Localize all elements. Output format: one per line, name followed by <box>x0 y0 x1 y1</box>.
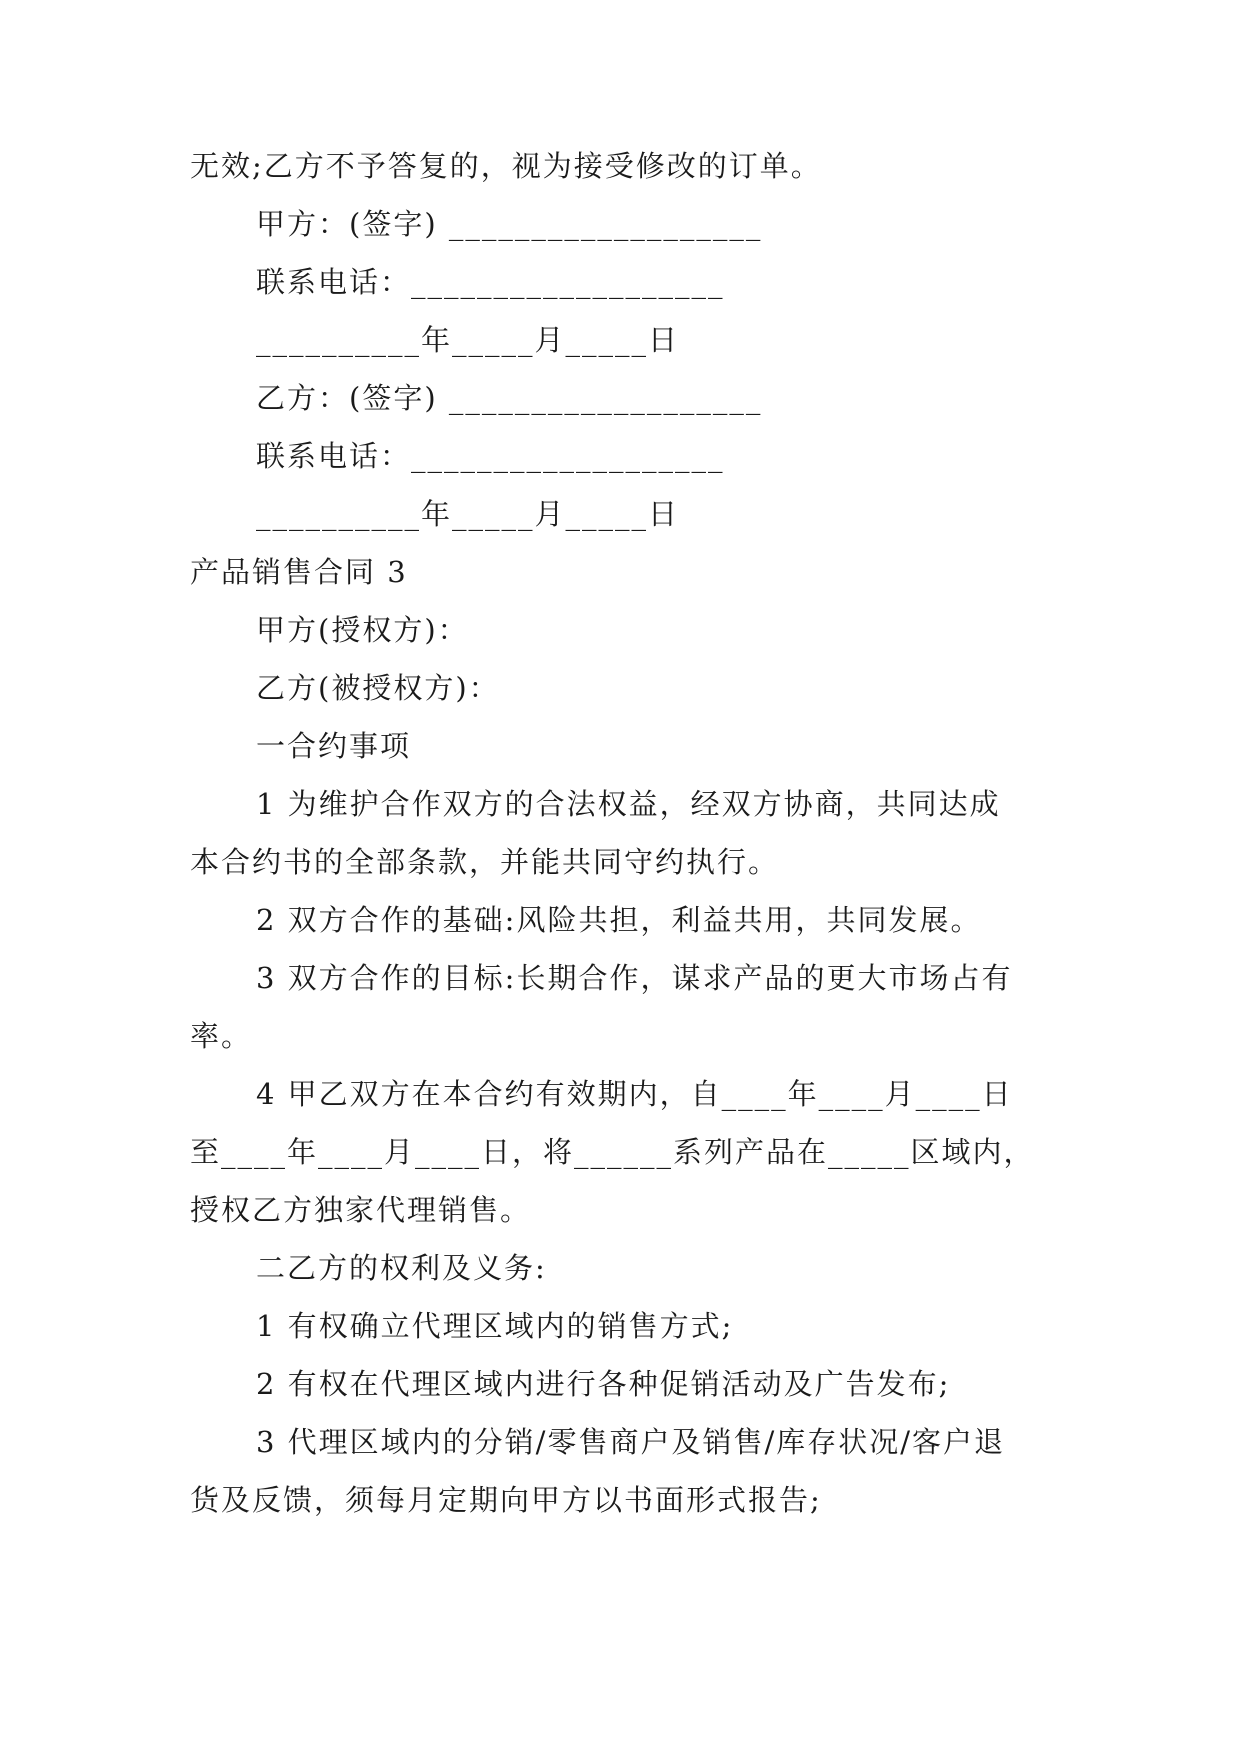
section-title: 产品销售合同 3 <box>190 555 408 589</box>
clause-line: 1 有权确立代理区域内的销售方式; <box>256 1309 734 1343</box>
clause-heading: 二乙方的权利及义务: <box>256 1251 547 1285</box>
party-b-signature-line: 乙方：(签字) ___________________ <box>256 381 763 415</box>
party-b-phone-line: 联系电话：___________________ <box>256 439 725 473</box>
party-b-label: 乙方(被授权方)： <box>256 671 500 705</box>
clause-heading: 一合约事项 <box>256 729 412 763</box>
clause-line: 4 甲乙双方在本合约有效期内，自____年____月____日 <box>256 1077 1013 1111</box>
clause-line: 授权乙方独家代理销售。 <box>190 1193 532 1227</box>
clause-line: 至____年____月____日，将______系列产品在_____区域内， <box>190 1135 1035 1169</box>
clause-line: 本合约书的全部条款，并能共同守约执行。 <box>190 845 780 879</box>
party-b-date-line: __________年_____月_____日 <box>256 497 680 531</box>
clause-line: 2 有权在代理区域内进行各种促销活动及广告发布; <box>256 1367 951 1401</box>
party-a-date-line: __________年_____月_____日 <box>256 323 680 357</box>
clause-line: 3 双方合作的目标:长期合作，谋求产品的更大市场占有 <box>256 961 1013 995</box>
party-a-signature-line: 甲方：(签字) ___________________ <box>256 207 763 241</box>
party-a-phone-line: 联系电话：___________________ <box>256 265 725 299</box>
clause-line: 2 双方合作的基础:风险共担，利益共用，共同发展。 <box>256 903 982 937</box>
clause-line: 率。 <box>190 1019 253 1053</box>
clause-line: 1 为维护合作双方的合法权益，经双方协商，共同达成 <box>256 787 1001 821</box>
clause-line: 货及反馈，须每月定期向甲方以书面形式报告; <box>190 1483 822 1517</box>
body-line: 无效;乙方不予答复的，视为接受修改的订单。 <box>190 149 822 183</box>
party-a-label: 甲方(授权方)： <box>256 613 469 647</box>
clause-line: 3 代理区域内的分销/零售商户及销售/库存状况/客户退 <box>256 1425 1005 1459</box>
